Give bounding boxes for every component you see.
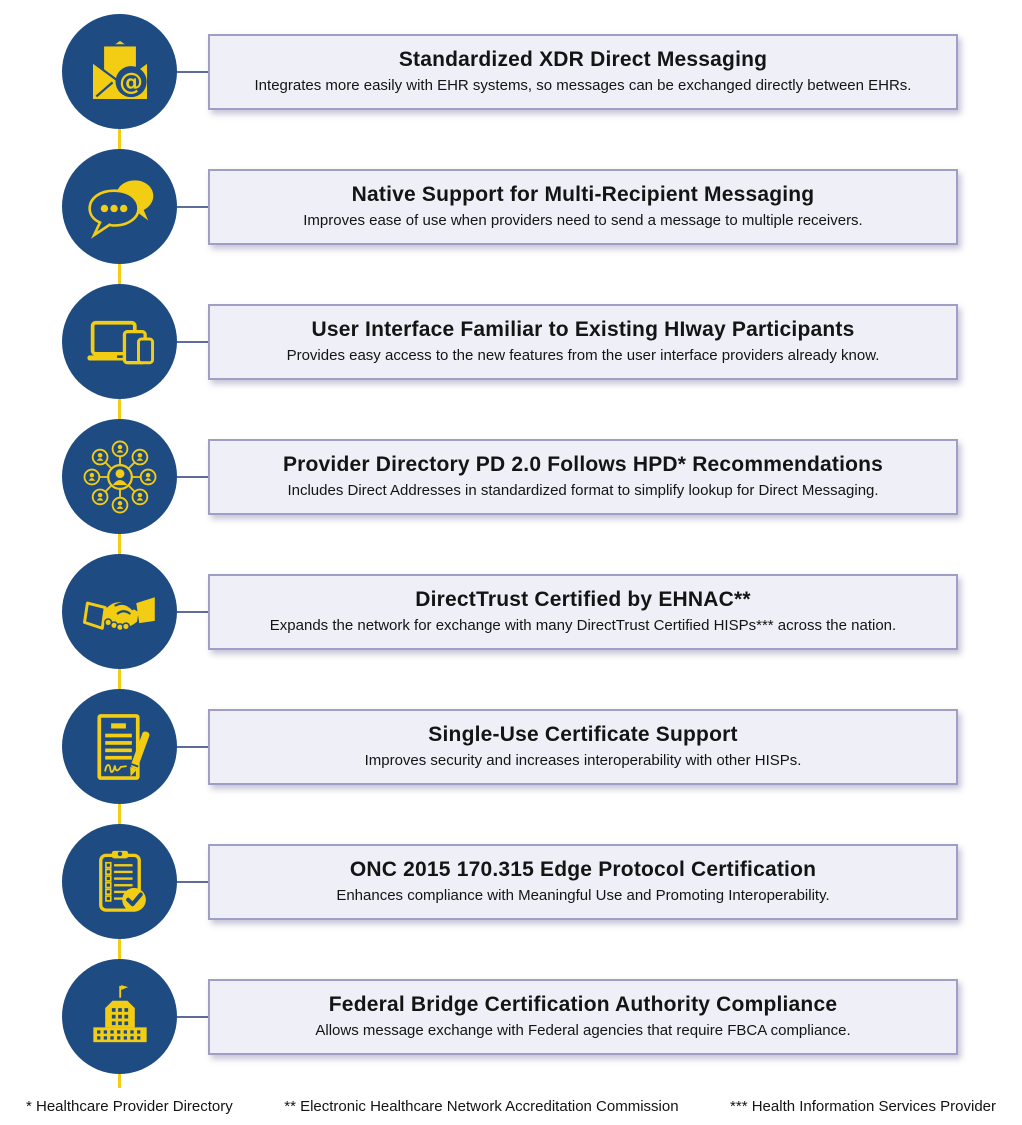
handshake-icon [83,575,157,649]
feature-description: Expands the network for exchange with many DirectTrust Certified HISPs*** across the nation. [269,617,897,635]
mail-at-icon [83,35,157,109]
connector-line [177,476,208,478]
connector-line [177,71,208,73]
feature-box [208,709,958,785]
feature-box [208,844,958,920]
feature-title: User Interface Familiar to Existing HIway Participants [311,317,855,341]
feature-title: Provider Directory PD 2.0 Follows HPD* Recommendations [282,452,884,476]
contract-pen-icon [83,710,157,784]
clipboard-check-icon [83,845,157,919]
feature-title: Native Support for Multi-Recipient Messaging [351,182,815,206]
feature-description: Improves ease of use when providers need to send a message to multiple receivers. [303,212,863,230]
feature-title: Standardized XDR Direct Messaging [398,47,768,71]
icon-circle [62,689,177,804]
footnote-ehnac: ** Electronic Healthcare Network Accreditation Commission [284,1098,679,1115]
feature-row [0,814,1022,949]
feature-description: Integrates more easily with EHR systems, so messages can be exchanged directly between EHRs. [254,77,912,95]
connector-line [177,341,208,343]
government-building-icon [83,980,157,1054]
devices-icon [83,305,157,379]
icon-circle [62,554,177,669]
feature-row [0,274,1022,409]
feature-box [208,304,958,380]
feature-box [208,979,958,1055]
feature-row [0,949,1022,1084]
icon-circle [62,959,177,1074]
footnotes [0,1098,1022,1115]
icon-circle [62,14,177,129]
feature-box [208,574,958,650]
footnote-hpd: * Healthcare Provider Directory [26,1098,233,1115]
feature-box [208,34,958,110]
feature-description: Improves security and increases interoperability with other HISPs. [364,752,802,770]
footnote-hisp: *** Health Information Services Provider [730,1098,996,1115]
icon-circle [62,149,177,264]
feature-row [0,139,1022,274]
feature-description: Provides easy access to the new features from the user interface providers already know. [286,347,880,365]
feature-row [0,544,1022,679]
connector-line [177,881,208,883]
connector-line [177,1016,208,1018]
icon-circle [62,419,177,534]
icon-circle [62,824,177,939]
feature-description: Includes Direct Addresses in standardized format to simplify lookup for Direct Messaging. [287,482,879,500]
svg-text:@: @ [118,67,143,96]
connector-line [177,206,208,208]
feature-row [0,679,1022,814]
feature-title: Federal Bridge Certification Authority Compliance [328,992,838,1016]
feature-row [0,4,1022,139]
feature-title: ONC 2015 170.315 Edge Protocol Certification [349,857,817,881]
feature-row [0,409,1022,544]
connector-line [177,746,208,748]
feature-box [208,439,958,515]
chat-bubbles-icon [83,170,157,244]
feature-title: Single-Use Certificate Support [428,722,738,746]
people-network-icon [83,440,157,514]
feature-description: Enhances compliance with Meaningful Use and Promoting Interoperability. [336,887,830,905]
feature-description: Allows message exchange with Federal agencies that require FBCA compliance. [315,1022,851,1040]
icon-circle [62,284,177,399]
feature-box [208,169,958,245]
connector-line [177,611,208,613]
feature-title: DirectTrust Certified by EHNAC** [415,587,751,611]
